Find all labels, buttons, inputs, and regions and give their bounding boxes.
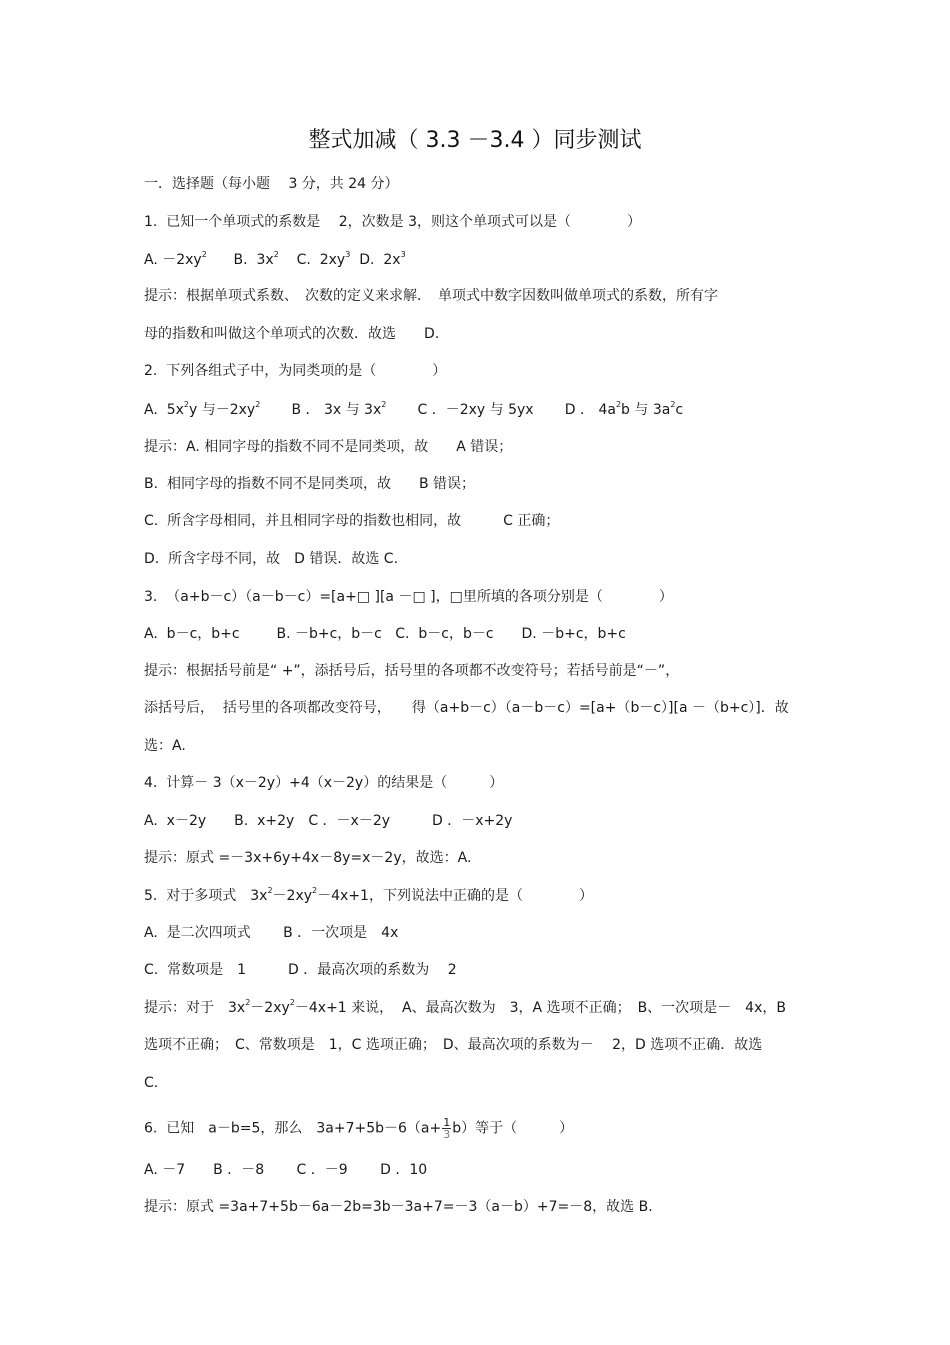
q2-option-d-label: D ． — [564, 402, 594, 418]
q6-stem-part2: b）等于（ ） — [452, 1120, 574, 1137]
q6-fraction-denominator: 3 — [443, 1128, 451, 1141]
q2-hint-d: D. 所含字母不同，故 D 错误．故选 C. — [144, 551, 399, 567]
q1-option-d: 2x — [383, 252, 401, 268]
q2-option-a-part1: 5x — [166, 402, 184, 418]
q1-option-a: －2xy — [162, 252, 202, 268]
q2-option-a-exponent-2: 2 — [255, 400, 261, 409]
q3-hint-line-1: 提示：根据括号前是“ +”，添括号后，括号里的各项都不改变符号；若括号前是“－”， — [144, 663, 680, 679]
q2-hint-a: 提示：A. 相同字母的指数不同不是同类项，故 A 错误； — [144, 439, 513, 455]
q5-options-cd: C. 常数项是 1 D ．最高次项的系数为 2 — [144, 962, 457, 978]
q6-hint: 提示：原式 =3a+7+5b－6a－2b=3b－3a+7=－3（a－b）+7=－8，故选 B. — [144, 1199, 653, 1215]
q2-hint-b: B. 相同字母的指数不同不是同类项，故 B 错误； — [144, 476, 476, 492]
q1-option-a-label: A. — [144, 252, 158, 268]
q2-stem: 2. 下列各组式子中，为同类项的是（ ） — [144, 363, 447, 379]
q5-hint-exponent-1: 2 — [245, 998, 251, 1007]
q1-options — [144, 250, 824, 270]
q1-hint-line-1: 提示：根据单项式系数、 次数的定义来求解． 单项式中数字因数叫做单项式的系数，所有字 — [144, 288, 718, 304]
q6-options: A. －7 B ．－8 C ．－9 D ．10 — [144, 1162, 428, 1178]
q5-hint-part1: 提示：对于 3x — [144, 1000, 246, 1016]
q2-option-b: 3x 与 3x — [323, 402, 382, 418]
q5-hint-part2: －2xy — [250, 1000, 290, 1016]
q3-hint-line-3: 选：A. — [144, 738, 186, 754]
q3-stem: 3. （a+b－c）（a－b－c）=[a+□ ][a －□ ]，□里所填的各项分别是（ ） — [144, 589, 673, 605]
q1-option-d-exponent: 3 — [400, 250, 406, 259]
q5-hint-line-3: C. — [144, 1075, 159, 1091]
q4-stem: 4. 计算－ 3（x－2y）+4（x－2y）的结果是（ ） — [144, 775, 504, 791]
q2-option-a-exponent-1: 2 — [183, 400, 189, 409]
q2-option-b-label: B ． — [291, 402, 320, 418]
q5-hint-part3: －4x+1 来说， A、最高次数为 3，A 选项不正确； B、一次项是－ 4x，B — [294, 1000, 786, 1016]
q2-option-b-exponent: 2 — [381, 400, 387, 409]
q1-option-b-label: B. — [233, 252, 248, 268]
q3-options: A. b－c，b+c B. －b+c，b－c C. b－c，b－c D. －b+c，b+c — [144, 626, 626, 642]
q2-option-d-part1: 4a — [598, 402, 616, 418]
q4-options: A. x－2y B. x+2y C ．－x－2y D ．－x+2y — [144, 813, 513, 829]
q5-stem-exponent-2: 2 — [312, 886, 318, 895]
q2-option-a-label: A. — [144, 402, 158, 418]
q2-option-a-part2: y 与－2xy — [188, 402, 256, 418]
q4-hint: 提示：原式 =－3x+6y+4x－8y=x－2y，故选：A. — [144, 850, 472, 866]
q1-option-a-exponent: 2 — [201, 250, 207, 259]
q2-hint-c: C. 所含字母相同，并且相同字母的指数也相同，故 C 正确； — [144, 513, 560, 529]
q2-option-c: C ．－2xy 与 5yx — [417, 402, 534, 418]
section-heading: 一．选择题（每小题 3 分，共 24 分） — [144, 176, 399, 192]
q6-fraction-numerator: 1 — [443, 1116, 451, 1129]
q2-option-d-exponent-1: 2 — [615, 400, 622, 409]
q1-option-b: 3x — [256, 252, 274, 268]
q5-stem — [144, 886, 824, 906]
q1-option-b-exponent: 2 — [273, 250, 279, 259]
q1-stem: 1. 已知一个单项式的系数是 2，次数是 3，则这个单项式可以是（ ） — [144, 214, 641, 230]
q2-option-d-part2: b 与 3a — [621, 402, 671, 418]
q2-option-d-part3: c — [675, 402, 684, 418]
q5-stem-part3: －4x+1，下列说法中正确的是（ ） — [317, 888, 593, 904]
q1-option-c: 2xy — [319, 252, 346, 268]
q6-fraction — [442, 1117, 451, 1140]
q6-stem — [144, 1117, 824, 1140]
q5-stem-part1: 5. 对于多项式 3x — [144, 888, 268, 904]
q5-stem-exponent-1: 2 — [267, 886, 273, 895]
q5-stem-part2: －2xy — [272, 888, 313, 904]
q2-options — [144, 400, 824, 420]
q5-hint-exponent-2: 2 — [289, 998, 295, 1007]
page-title: 整式加减（ 3.3 －3.4 ）同步测试 — [308, 128, 642, 153]
q1-option-c-label: C. — [296, 252, 311, 268]
q1-option-c-exponent: 3 — [345, 250, 351, 259]
q1-option-d-label: D. — [359, 252, 375, 268]
q5-hint-line-1 — [144, 998, 824, 1018]
q3-hint-line-2: 添括号后， 括号里的各项都改变符号， 得（a+b－c）（a－b－c）=[a+（b－c）][a －（b+c）]．故 — [144, 700, 789, 716]
q2-option-d-exponent-2: 2 — [670, 400, 676, 409]
q5-hint-line-2: 选项不正确； C、常数项是 1，C 选项正确； D、最高次项的系数为－ 2，D 选项不正确．故选 — [144, 1037, 763, 1053]
q6-stem-part1: 6. 已知 a－b=5，那么 3a+7+5b－6（a+ — [144, 1120, 442, 1137]
q5-options-ab: A. 是二次四项式 B ．一次项是 4x — [144, 925, 399, 941]
q1-hint-line-2: 母的指数和叫做这个单项式的次数．故选 D. — [144, 326, 440, 342]
